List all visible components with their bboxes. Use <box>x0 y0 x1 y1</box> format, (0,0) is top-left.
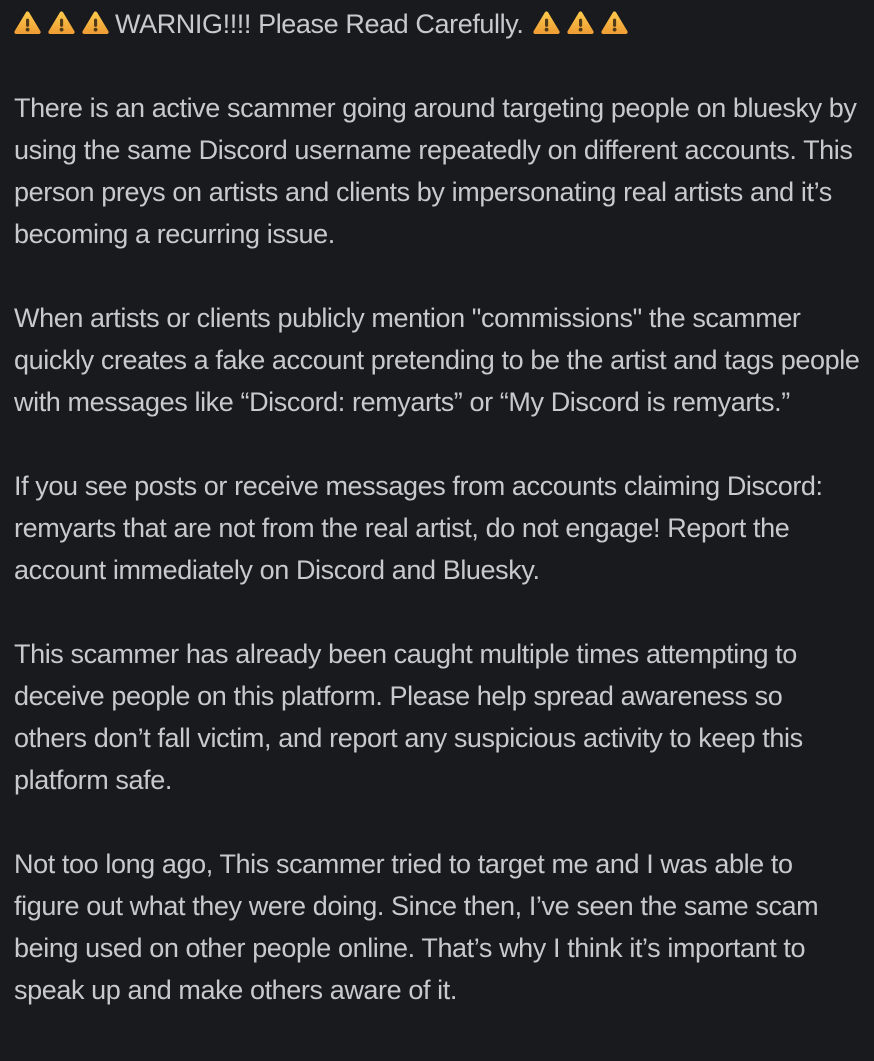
warning-triangle-icon <box>533 10 560 37</box>
warning-triangle-icon <box>601 10 628 37</box>
warning-triangle-icon <box>14 10 41 37</box>
warning-triangle-icon <box>82 10 109 37</box>
warning-icons-leading <box>14 9 109 39</box>
post-title <box>14 3 860 45</box>
post-paragraph-scam-method: When artists or clients publicly mention "commissions" the scammer quickly creates a fake account pretending to be the artist and tags people with messages like “Discord: remyarts” or “My Discord is remyarts.” <box>14 303 860 417</box>
warning-triangle-icon <box>567 10 594 37</box>
warning-icons-trailing <box>533 9 628 39</box>
post-paragraph-personal-experience: Not too long ago, This scammer tried to target me and I was able to figure out what they were doing. Since then, I’ve seen the same scam being used on other people online. That’s why I think it’s important to speak up and make others aware of it. <box>14 849 819 1005</box>
warning-triangle-icon <box>48 10 75 37</box>
post-paragraph-what-to-do: If you see posts or receive messages from accounts claiming Discord: remyarts that are not from the real artist, do not engage! Report the account immediately on Discord and Bluesky. <box>14 471 823 585</box>
post-paragraph-spread-awareness: This scammer has already been caught multiple times attempting to deceive people on this platform. Please help spread awareness so others don’t fall victim, and report any suspicious activity to keep this platform safe. <box>14 639 803 795</box>
post-paragraph-scammer-active: There is an active scammer going around targeting people on bluesky by using the same Discord username repeatedly on different accounts. This person preys on artists and clients by impersonating real artists and it’s becoming a recurring issue. <box>14 93 857 249</box>
post-title-text: WARNIG!!!! Please Read Carefully. <box>115 9 524 39</box>
